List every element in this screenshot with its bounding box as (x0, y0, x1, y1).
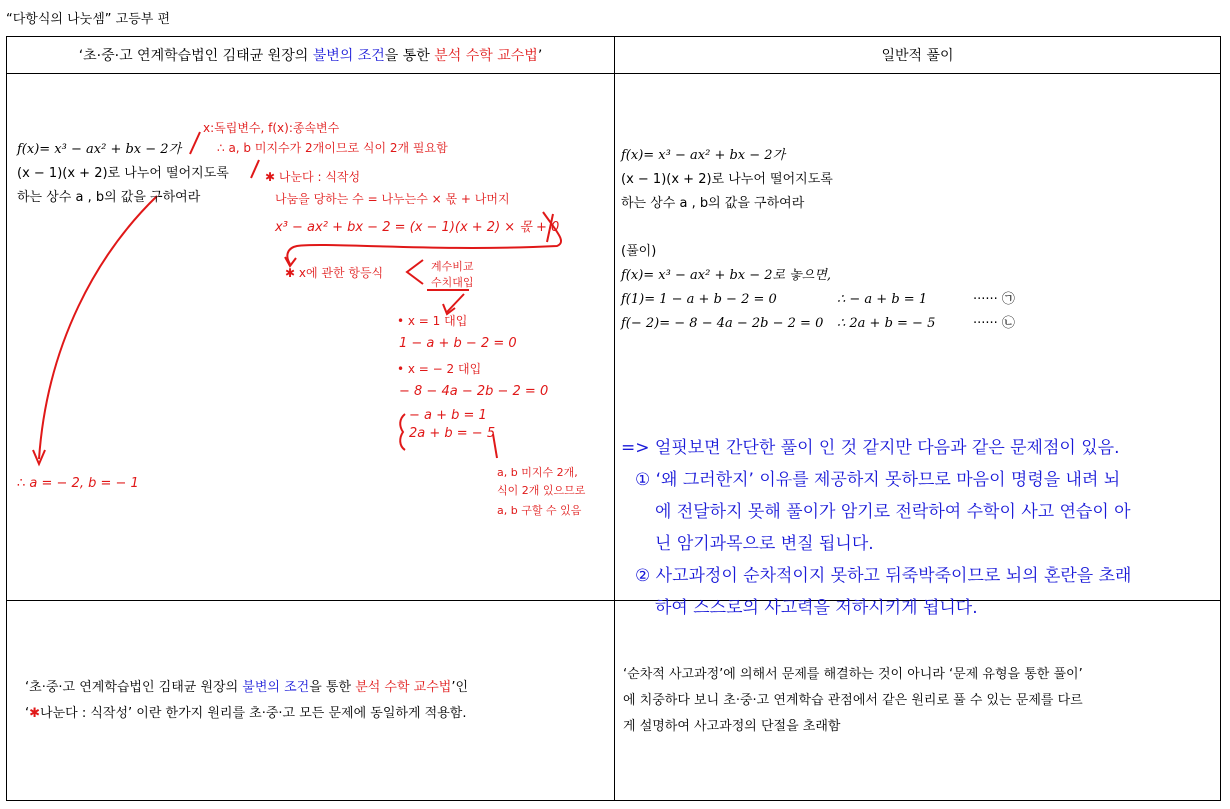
conclusion-line-2: 식이 2개 있으므로 (497, 484, 586, 497)
footer-left-red: 분석 수학 교수법 (355, 679, 452, 695)
substitution-2-equation: − 8 − 4a − 2b − 2 = 0 (399, 384, 549, 399)
footer-right-line-1: ‘순차적 사고과정’에 의해서 문제를 해결하는 것이 아니라 ‘문제 유형을 통한 풀이’ (623, 666, 1083, 682)
note-unknowns: ∴ a, b 미지수가 2개이므로 식이 2개 필요함 (217, 141, 448, 155)
solution-line-2-result: ∴ − a + b = 1 (837, 292, 928, 307)
note-variables: x:독립변수, f(x):종속변수 (203, 121, 340, 135)
substitution-1-title: • x = 1 대입 (397, 314, 468, 328)
right-method-cell (615, 74, 1221, 618)
solution-line-2-tag: ······ ㉠ (973, 292, 1015, 307)
problem-line-2: (x − 1)(x + 2)로 나누어 떨어지도록 (17, 166, 229, 181)
critique-intro: => 얼핏보면 간단한 풀이 인 것 같지만 다음과 같은 문제점이 있음. (621, 438, 1120, 458)
header-left-suffix: ’ (537, 48, 543, 64)
header-left (7, 37, 615, 74)
footer-left (7, 601, 615, 801)
footer-left-blue: 불변의 조건 (242, 679, 310, 695)
note-identity: ✱ x에 관한 항등식 (285, 266, 384, 280)
header-right-label: 일반적 풀이 (881, 48, 954, 64)
solution-label: (풀이) (621, 244, 657, 259)
footer-left-quote: ‘ (25, 705, 30, 721)
footer-left-text (7, 675, 614, 727)
critique-2-line-1: ② 사고과정이 순차적이지 못하고 뒤죽박죽이므로 뇌의 혼란을 초래 (635, 566, 1132, 586)
header-left-red: 분석 수학 교수법 (434, 48, 538, 64)
system-equation-2: 2a + b = − 5 (409, 426, 496, 441)
critique-1-line-2: 에 전달하지 못해 풀이가 암기로 전락하여 수학이 사고 연습이 아 (655, 502, 1131, 522)
solution-line-3-result: ∴ 2a + b = − 5 (837, 316, 936, 331)
asterisk-icon: ✱ (29, 705, 41, 721)
note-method-coefficient: 계수비교 (431, 260, 474, 273)
header-left-mid: 을 통한 (384, 48, 435, 64)
system-equation-1: − a + b = 1 (409, 408, 487, 423)
page-title: “다항식의 나눗셈” 고등부 편 (6, 12, 171, 27)
note-equation: x³ − ax² + bx − 2 = (x − 1)(x + 2) × 몫 + 0 (275, 220, 560, 235)
header-left-blue: 불변의 조건 (312, 48, 385, 64)
header-right (615, 37, 1221, 74)
substitution-2-title: • x = − 2 대입 (397, 362, 482, 376)
footer-right-line-2: 에 치중하다 보니 초·중·고 연계학습 관점에서 같은 원리로 풀 수 있는 문제를 다르 (623, 692, 1083, 708)
right-problem-line-2: (x − 1)(x + 2)로 나누어 떨어지도록 (621, 172, 833, 187)
solution-line-3-tag: ······ ㉡ (973, 316, 1015, 331)
conclusion-line-3: a, b 구할 수 있음 (497, 504, 582, 517)
footer-right (615, 601, 1221, 801)
note-division: ✱ 나눈다 : 식작성 (265, 170, 361, 184)
footer-left-mid: 을 통한 (309, 679, 356, 695)
left-method-cell (7, 74, 615, 601)
final-answer: ∴ a = − 2, b = − 1 (17, 476, 139, 491)
critique-2-line-2: 하여 스스로의 사고력을 저하시키게 됩니다. (655, 598, 978, 618)
solution-line-3: f(− 2)= − 8 − 4a − 2b − 2 = 0 (621, 316, 824, 331)
footer-left-principle: 나눈다 : 식작성’ 이란 한가지 원리를 초·중·고 모든 문제에 동일하게 적용함. (40, 705, 467, 721)
solution-line-1: f(x)= x³ − ax² + bx − 2로 놓으면, (621, 268, 832, 283)
header-left-prefix: ‘초·중·고 연계학습법인 김태균 원장의 (78, 48, 313, 64)
right-problem-line-3: 하는 상수 a , b의 값을 구하여라 (621, 196, 805, 211)
problem-line-3: 하는 상수 a , b의 값을 구하여라 (17, 190, 201, 205)
substitution-1-equation: 1 − a + b − 2 = 0 (399, 336, 517, 351)
note-method-substitution: 수치대입 (431, 276, 474, 289)
right-problem-line-1: f(x)= x³ − ax² + bx − 2가 (621, 148, 786, 163)
footer-right-text (615, 662, 1220, 740)
note-rule: 나눔을 당하는 수 = 나누는수 × 몫 + 나머지 (275, 192, 510, 206)
footer-left-after: ’인 (451, 679, 469, 695)
footer-left-prefix: ‘초·중·고 연계학습법인 김태균 원장의 (25, 679, 243, 695)
problem-line-1: f(x)= x³ − ax² + bx − 2가 (17, 142, 182, 157)
conclusion-line-1: a, b 미지수 2개, (497, 466, 578, 479)
critique-1-line-3: 닌 암기과목으로 변질 됩니다. (655, 534, 874, 554)
critique-1-line-1: ① ‘왜 그러한지’ 이유를 제공하지 못하므로 마음이 명령을 내려 뇌 (635, 470, 1121, 490)
solution-line-2: f(1)= 1 − a + b − 2 = 0 (621, 292, 777, 307)
footer-right-line-3: 게 설명하여 사고과정의 단절을 초래함 (623, 718, 841, 734)
comparison-table (6, 36, 1221, 801)
